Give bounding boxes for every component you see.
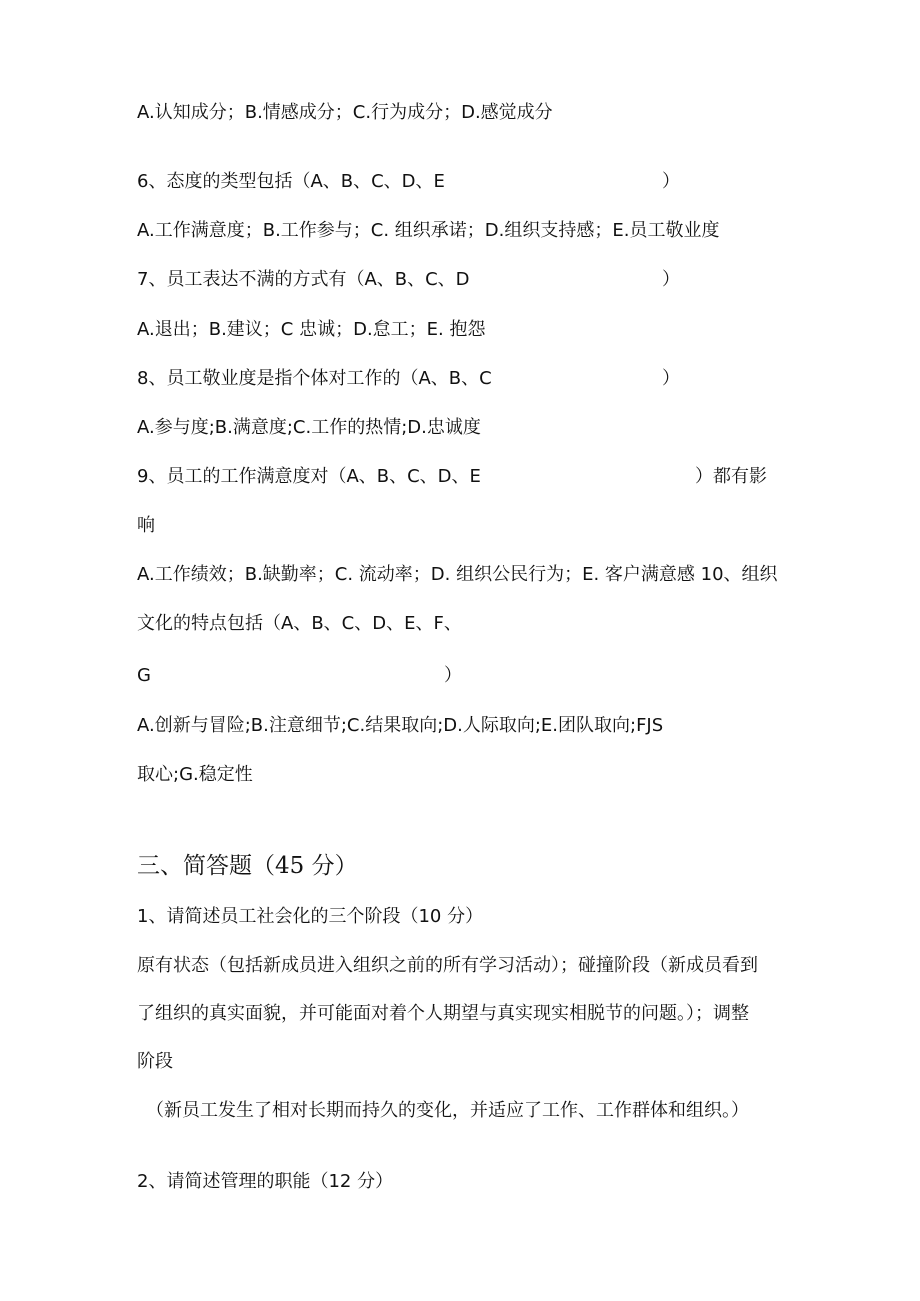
sq1-answer-line3: 阶段 [137,1051,173,1072]
q6-stem: 6、态度的类型包括（A、B、C、D、E [137,171,445,192]
q6-options: A.工作满意度；B.工作参与；C. 组织承诺；D.组织支持感；E.员工敬业度 [137,220,720,241]
q8-options: A.参与度;B.满意度;C.工作的热情;D.忠诚度 [137,417,481,438]
sq2-title: 2、请简述管理的职能（12 分） [137,1171,394,1192]
q7-options: A.退出；B.建议；C 忠诚；D.怠工；E. 抱怨 [137,319,486,340]
sq1-title: 1、请简述员工社会化的三个阶段（10 分） [137,906,484,927]
q10-close: ） [444,665,462,686]
q7-close: ） [662,269,680,290]
q7-stem: 7、员工表达不满的方式有（A、B、C、D [137,269,470,290]
q10-options-line1: A.创新与冒险;B.注意细节;C.结果取向;D.人际取向;E.团队取向;FJS [137,715,664,736]
sq1-answer-line2: 了组织的真实面貌，并可能面对着个人期望与真实现实相脱节的问题。）；调整 [137,1003,749,1024]
q9-close: ）都有影 [695,466,767,487]
q10-answer-g: G [137,665,151,686]
q6-close: ） [662,171,680,192]
q9-stem-continued: 响 [137,515,155,536]
q8-close: ） [662,368,680,389]
section3-title: 三、简答题（45 分） [137,853,358,879]
q10-stem: 文化的特点包括（A、B、C、D、E、F、 [137,613,462,634]
sq1-answer-line4: （新员工发生了相对长期而持久的变化，并适应了工作、工作群体和组织。） [146,1100,749,1121]
sq1-answer-line1: 原有状态（包括新成员进入组织之前的所有学习活动）；碰撞阶段（新成员看到 [137,955,758,976]
q8-stem: 8、员工敬业度是指个体对工作的（A、B、C [137,368,492,389]
q10-options-line2: 取心;G.稳定性 [137,764,253,785]
q9-stem: 9、员工的工作满意度对（A、B、C、D、E [137,466,481,487]
q9-options: A.工作绩效；B.缺勤率；C. 流动率；D. 组织公民行为；E. 客户满意感 10、组织 [137,564,778,585]
q5-options: A.认知成分；B.情感成分；C.行为成分；D.感觉成分 [137,102,553,123]
